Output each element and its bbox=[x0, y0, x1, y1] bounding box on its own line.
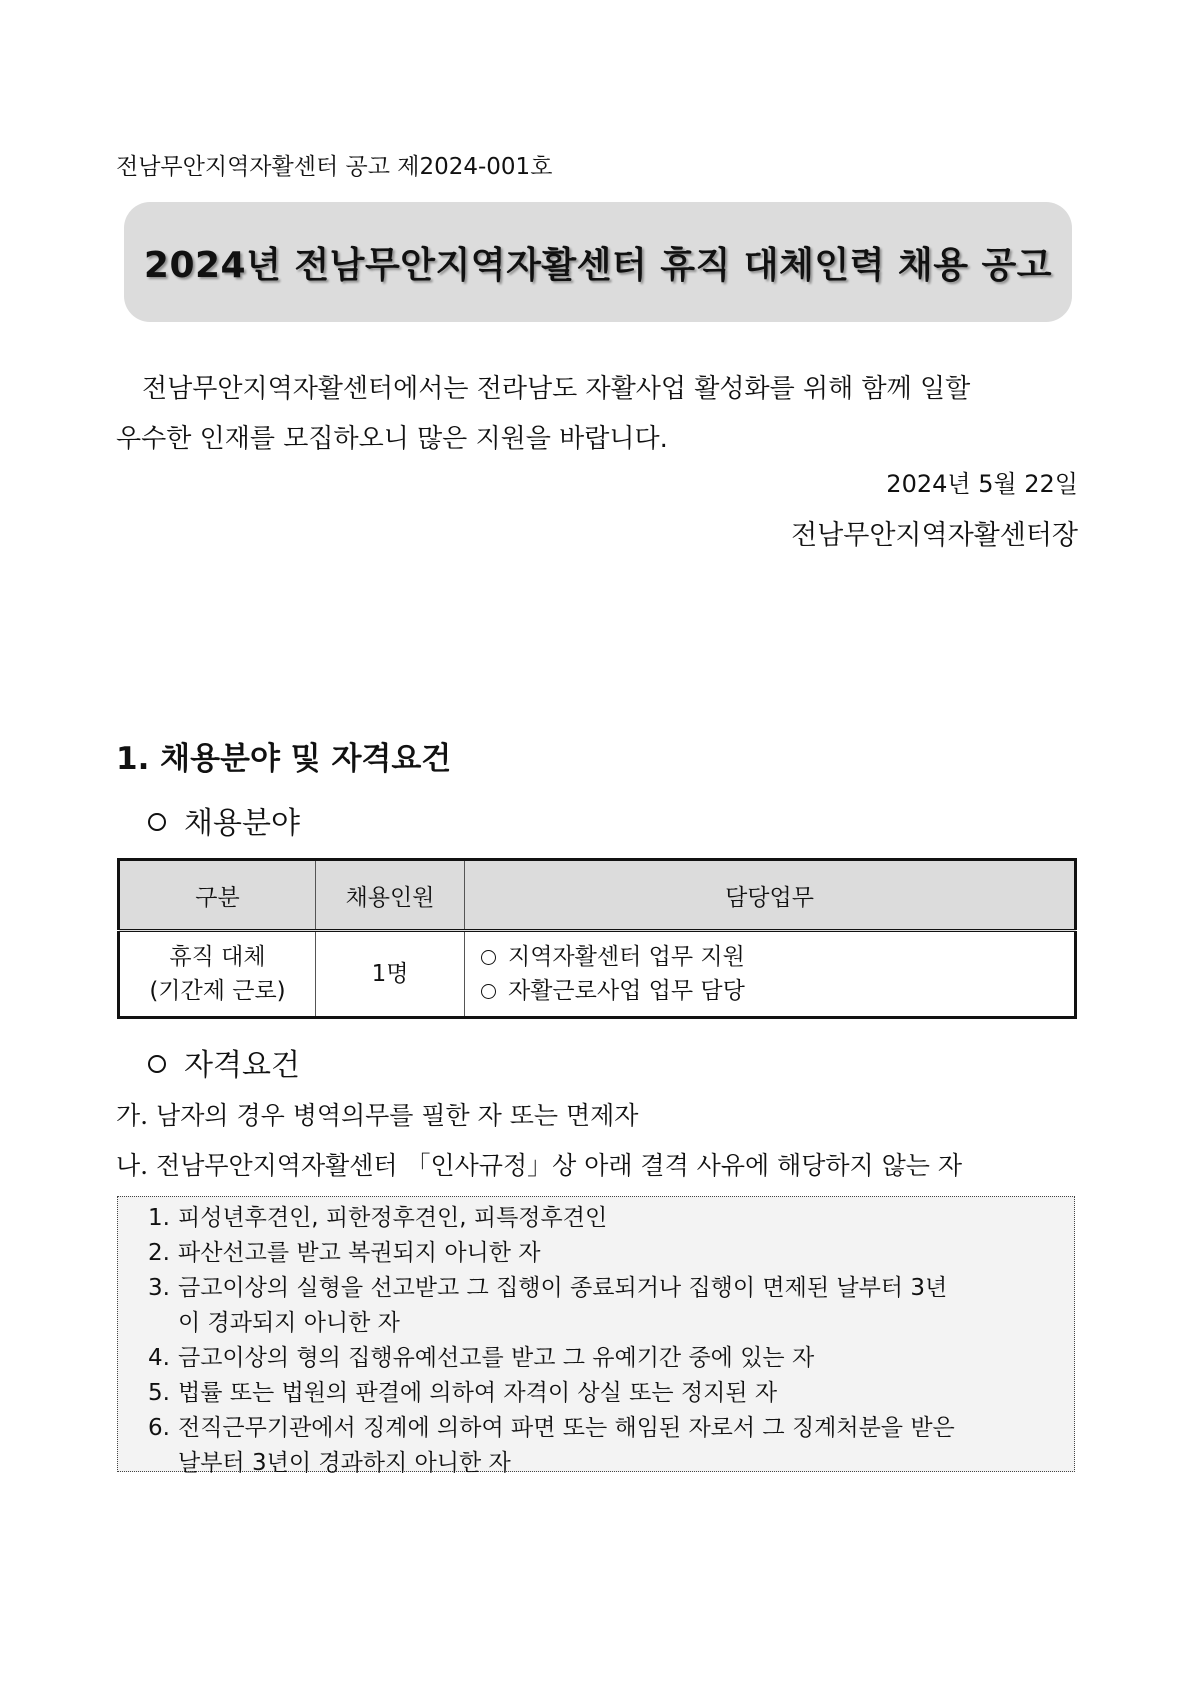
list-item-number: 2. bbox=[148, 1240, 170, 1266]
circle-bullet-icon bbox=[481, 950, 496, 965]
list-item-line: 전직근무기관에서 징계에 의하여 파면 또는 해임된 자로서 그 징계처분을 받은 bbox=[178, 1415, 955, 1441]
category-line-1: 휴직 대체 bbox=[169, 944, 266, 970]
list-item-number: 3. bbox=[148, 1275, 170, 1301]
intro-line-1: 전남무안지역자활센터에서는 전라남도 자활사업 활성화를 위해 함께 일할 bbox=[142, 374, 971, 404]
duty-item bbox=[481, 940, 1073, 974]
subheading-field bbox=[148, 798, 300, 842]
list-item-number: 1. bbox=[148, 1205, 170, 1231]
signer: 전남무안지역자활센터장 bbox=[791, 520, 1078, 551]
duty-item bbox=[481, 974, 1073, 1008]
duty-text: 자활근로사업 업무 담당 bbox=[508, 978, 745, 1004]
list-item bbox=[148, 1341, 1058, 1376]
notice-number: 전남무안지역자활센터 공고 제2024-001호 bbox=[116, 154, 553, 180]
list-item-text bbox=[178, 1201, 1058, 1236]
subheading-field-label: 채용분야 bbox=[184, 806, 300, 841]
list-item-text bbox=[178, 1271, 1058, 1341]
section-heading-recruitment: 1. 채용분야 및 자격요건 bbox=[116, 741, 452, 777]
category-line-2: (기간제 근로) bbox=[149, 978, 286, 1004]
table-header-category: 구분 bbox=[119, 860, 316, 931]
list-item bbox=[148, 1201, 1058, 1236]
circle-bullet-icon bbox=[148, 813, 166, 831]
list-item-line: 날부터 3년이 경과하지 아니한 자 bbox=[178, 1450, 511, 1476]
list-item-text bbox=[178, 1411, 1058, 1481]
list-item-line: 법률 또는 법원의 판결에 의하여 자격이 상실 또는 정지된 자 bbox=[178, 1380, 778, 1406]
circle-bullet-icon bbox=[148, 1055, 166, 1073]
disqualification-box bbox=[117, 1196, 1075, 1476]
list-item-text bbox=[178, 1376, 1058, 1411]
list-item-number: 6. bbox=[148, 1415, 170, 1441]
notice-date: 2024년 5월 22일 bbox=[886, 470, 1078, 498]
qualification-item: 나. 전남무안지역자활센터 「인사규정」상 아래 결격 사유에 해당하지 않는 자 bbox=[116, 1151, 963, 1180]
table-cell-duties bbox=[465, 931, 1076, 1018]
list-item bbox=[148, 1236, 1058, 1271]
list-item-line: 파산선고를 받고 복권되지 아니한 자 bbox=[178, 1240, 541, 1266]
subheading-qualification-label: 자격요건 bbox=[184, 1048, 300, 1083]
table-cell-category bbox=[119, 931, 316, 1018]
list-item-line: 이 경과되지 아니한 자 bbox=[178, 1310, 400, 1336]
list-item bbox=[148, 1411, 1058, 1481]
recruitment-table bbox=[117, 858, 1077, 1019]
table-row bbox=[119, 931, 1076, 1018]
qualification-item: 가. 남자의 경우 병역의무를 필한 자 또는 면제자 bbox=[116, 1101, 639, 1130]
table-header-duties: 담당업무 bbox=[465, 860, 1076, 931]
table-header-row bbox=[119, 860, 1076, 931]
list-item-number: 5. bbox=[148, 1380, 170, 1406]
list-item-text bbox=[178, 1236, 1058, 1271]
page-title: 2024년 전남무안지역자활센터 휴직 대체인력 채용 공고 bbox=[143, 244, 1053, 286]
title-banner bbox=[124, 202, 1072, 322]
intro-line-2: 우수한 인재를 모집하오니 많은 지원을 바랍니다. bbox=[116, 424, 668, 454]
list-item bbox=[148, 1271, 1058, 1341]
subheading-qualification bbox=[148, 1040, 300, 1084]
list-item-text bbox=[178, 1341, 1058, 1376]
list-item-line: 금고이상의 실형을 선고받고 그 집행이 종료되거나 집행이 면제된 날부터 3년 bbox=[178, 1275, 948, 1301]
list-item bbox=[148, 1376, 1058, 1411]
duty-text: 지역자활센터 업무 지원 bbox=[508, 944, 745, 970]
table-cell-headcount: 1명 bbox=[316, 931, 465, 1018]
list-item-line: 피성년후견인, 피한정후견인, 피특정후견인 bbox=[178, 1205, 608, 1231]
disqualification-list bbox=[148, 1201, 1058, 1481]
circle-bullet-icon bbox=[481, 984, 496, 999]
list-item-line: 금고이상의 형의 집행유예선고를 받고 그 유예기간 중에 있는 자 bbox=[178, 1345, 815, 1371]
list-item-number: 4. bbox=[148, 1345, 170, 1371]
table-header-headcount: 채용인원 bbox=[316, 860, 465, 931]
